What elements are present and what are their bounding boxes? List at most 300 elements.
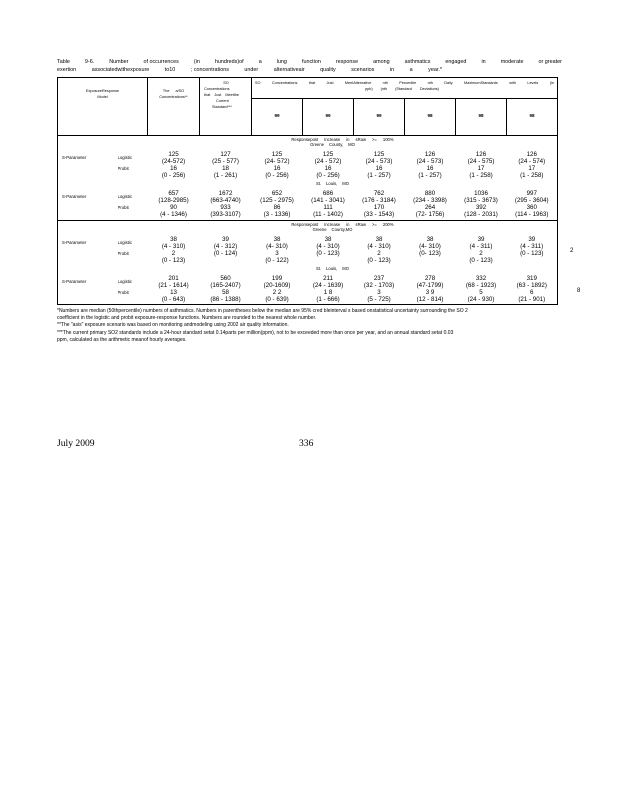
table-caption — [57, 58, 562, 74]
table-cell — [456, 165, 507, 181]
location-row — [58, 266, 558, 273]
header-current-cell — [200, 78, 252, 136]
table-cell — [252, 250, 303, 266]
table-cell — [303, 273, 354, 289]
table-row — [58, 165, 558, 181]
header-text: Current — [216, 99, 229, 103]
table-row — [58, 289, 558, 305]
interval-value: (20-1609) — [263, 281, 291, 289]
location-row — [58, 181, 558, 188]
section-word: Increase — [324, 137, 341, 142]
table-cell — [148, 188, 200, 204]
caption-word: exertion — [57, 67, 77, 73]
section-location-text — [310, 142, 355, 147]
table-cell — [405, 250, 456, 266]
row-model: Probit — [117, 166, 129, 171]
table-cell — [507, 234, 558, 250]
section-word: >= — [371, 137, 377, 142]
interval-value: (4- 310) — [419, 242, 441, 250]
header-text — [255, 86, 439, 92]
table-cell — [200, 149, 252, 165]
table-cell — [507, 273, 558, 289]
footnote-line: coefficient in the logistic and probit exposure-response functions. Numbers are rounded to the nearest whole number. — [57, 315, 317, 321]
table-cell — [252, 188, 303, 204]
header-word: (Standard — [395, 87, 412, 91]
section-word: Louis, — [326, 265, 338, 271]
header-word: SO — [255, 81, 261, 85]
table-cell — [252, 289, 303, 305]
header-word: Concentrations — [271, 81, 298, 85]
caption-word: in — [481, 59, 486, 65]
table-cell — [354, 289, 405, 305]
table-cell — [148, 273, 200, 289]
table-cell — [200, 204, 252, 220]
interval-value: (0 - 256) — [265, 172, 289, 179]
median-value: 5 — [479, 288, 483, 296]
interval-value: (1 - 257) — [418, 172, 442, 179]
median-value: 16 — [375, 165, 383, 172]
section-location-label — [58, 266, 558, 273]
section-word: MO — [348, 142, 355, 147]
table-cell — [507, 188, 558, 204]
section-word: Greene — [310, 142, 325, 147]
header-word: Just — [214, 93, 222, 97]
row-label — [58, 204, 118, 220]
table-cell — [354, 273, 405, 289]
median-value: 686 — [322, 190, 334, 197]
caption-word: associatedwithexposure — [91, 67, 150, 73]
interval-value: (47-1799) — [416, 281, 444, 289]
median-value: 170 — [373, 204, 385, 211]
median-value: 392 — [475, 204, 487, 211]
interval-value: (0 - 123) — [316, 249, 340, 257]
page-number: 336 — [299, 438, 314, 449]
row-label: S-Parameter — [62, 155, 87, 160]
median-value: 211 — [323, 274, 333, 282]
interval-value: (0 - 256) — [161, 172, 186, 179]
interval-value: (3 - 1336) — [263, 211, 291, 218]
interval-value: (24 - 1639) — [312, 281, 344, 289]
header-text: ExposureResponse — [85, 89, 120, 93]
interval-value: (663-4740) — [210, 197, 241, 204]
median-value: 38 — [170, 235, 177, 243]
median-value: 125 — [271, 151, 283, 158]
interval-value: (128 - 2031) — [464, 211, 498, 218]
header-text: Model — [97, 95, 108, 99]
table-cell — [200, 234, 252, 250]
table-cell — [456, 188, 507, 204]
median-value: 38 — [375, 235, 383, 243]
footnote-line: *Numbers are median (50thpercentile) numbers of asthmatics. Numbers in parentheses below the median are 95% cred bleinterval s based onstatistical uncertainty surrounding the SO 2 — [57, 308, 468, 314]
data-table — [57, 77, 558, 305]
median-value: 278 — [424, 274, 436, 282]
caption-word: asthmatics — [404, 59, 431, 65]
interval-value: (4 - 310) — [367, 242, 391, 250]
header-word: with — [509, 81, 516, 85]
interval-value: (0- 123) — [419, 249, 441, 257]
row-label — [58, 165, 118, 181]
median-value: 2 2 — [272, 288, 282, 296]
table-cell — [354, 165, 405, 181]
table-cell — [354, 204, 405, 220]
row-model: Logistic — [117, 239, 133, 245]
median-value: 199 — [271, 274, 283, 282]
caption-word: under — [244, 67, 259, 73]
header-text: SO — [223, 81, 229, 85]
median-value: 1036 — [474, 190, 488, 197]
header-word: Just — [326, 81, 334, 85]
median-value: 17 — [528, 165, 536, 172]
margin-line-number: 2 — [570, 248, 574, 254]
median-value: 2 — [479, 249, 483, 257]
interval-value: (4- 310) — [266, 242, 288, 250]
table-cell — [405, 188, 456, 204]
median-value: 58 — [222, 288, 229, 296]
median-value: 38 — [273, 235, 281, 243]
caption-word: 9-6. — [84, 59, 95, 65]
caption-word: of occurrences — [143, 59, 179, 65]
table-row — [58, 273, 558, 289]
table-cell — [200, 165, 252, 181]
row-model: Probit — [117, 289, 129, 295]
table-cell — [252, 273, 303, 289]
table-cell — [303, 188, 354, 204]
interval-value: (24-572) — [161, 158, 186, 165]
caption-word: or greater — [538, 59, 562, 65]
table-cell — [405, 204, 456, 220]
median-value: 264 — [424, 204, 436, 211]
interval-value: (128-2985) — [158, 197, 189, 204]
table-cell — [303, 234, 354, 250]
section-word: Greene — [312, 226, 327, 232]
header-alt-title — [252, 78, 557, 99]
median-value: 16 — [273, 165, 281, 172]
median-value: 3 — [275, 249, 279, 257]
caption-word: response — [335, 59, 359, 65]
row-label — [58, 250, 118, 266]
interval-value: (72- 1756) — [415, 211, 445, 218]
median-value: 3 9 — [425, 288, 435, 296]
median-value: 360 — [526, 204, 537, 211]
interval-value: (25 - 577) — [212, 158, 239, 165]
median-value: 16 — [324, 165, 332, 172]
median-value: 38 — [426, 235, 434, 243]
header-model-cell — [58, 78, 148, 136]
median-value: 111 — [323, 204, 333, 211]
interval-value: (393-3107) — [210, 211, 241, 218]
table-cell — [507, 165, 558, 181]
median-value: 6 — [530, 288, 534, 296]
median-value: 201 — [168, 274, 179, 282]
table-cell — [148, 250, 200, 266]
caption-word: scenarios — [351, 67, 375, 73]
section-location-label — [58, 142, 558, 149]
footnote-line: **The "asis" exposure scenario was based on monitoring andmodeling using 2002 air quality information. — [57, 322, 289, 328]
header-word: nth — [382, 81, 388, 85]
caption-word: lung — [276, 59, 287, 65]
interval-value: (0 - 123) — [520, 249, 544, 257]
interval-value: (0 - 256) — [316, 172, 340, 179]
section-location-text — [316, 181, 349, 186]
interval-value: (21 - 1614) — [158, 281, 189, 289]
section-word: Responsepost — [291, 137, 319, 142]
section-word: sRaw — [355, 137, 366, 142]
header-word: Deviations) — [419, 87, 439, 91]
table-cell — [148, 234, 200, 250]
median-value: 1 8 — [323, 288, 333, 296]
table-cell — [354, 149, 405, 165]
median-value: 126 — [526, 151, 537, 158]
interval-value: (4 - 310) — [316, 242, 340, 250]
caption-word: hundreds)of — [214, 59, 244, 65]
caption-word: moderate — [500, 59, 524, 65]
interval-value: (5 - 725) — [367, 295, 391, 303]
median-value: 332 — [475, 274, 487, 282]
section-word: in — [346, 137, 350, 142]
header-row — [58, 78, 558, 136]
table-cell — [456, 289, 507, 305]
median-value: 652 — [271, 190, 283, 197]
section-location-label — [58, 227, 558, 234]
header-word: Daily — [444, 81, 453, 85]
section-word: Louis, — [326, 181, 338, 186]
caption-word: quality — [320, 67, 336, 73]
table-cell — [252, 149, 303, 165]
caption-word: in — [389, 67, 395, 73]
median-value: 13 — [170, 288, 177, 296]
header-word: that — [204, 93, 211, 97]
median-value: 17 — [477, 165, 485, 172]
table-row — [58, 149, 558, 165]
row-label: S-Parameter — [62, 194, 87, 199]
header-level: 98 — [405, 99, 456, 135]
row-model: Logistic — [117, 278, 133, 284]
header-word: Percentile — [399, 81, 417, 85]
median-value: 39 — [477, 235, 485, 243]
margin-line-number: 8 — [577, 288, 581, 294]
footnote-line: ppm, calculated as the arithmetic meanof hourly averages. — [57, 337, 187, 343]
caption-line-2 — [57, 66, 442, 74]
caption-word: alternativeair — [273, 67, 305, 73]
interval-value: (32 - 1703) — [363, 281, 395, 289]
table-row — [58, 188, 558, 204]
interval-value: (0 - 123) — [367, 256, 391, 264]
interval-value: (24 - 573) — [416, 158, 444, 165]
header-alternative-cell — [252, 78, 558, 136]
interval-value: (315 - 3673) — [464, 197, 498, 204]
table-cell — [200, 188, 252, 204]
median-value: 39 — [528, 235, 536, 243]
section-word: MO — [342, 265, 350, 271]
interval-value: (0 - 122) — [265, 256, 289, 264]
median-value: 319 — [526, 274, 537, 282]
header-word: Levels — [527, 81, 539, 85]
median-value: 657 — [168, 190, 179, 197]
section-location-label — [58, 181, 558, 188]
section-word: Responsepost — [291, 221, 319, 227]
header-levels — [252, 99, 557, 135]
caption-word: (in — [193, 59, 200, 65]
table-row — [58, 234, 558, 250]
median-value: 1672 — [218, 190, 233, 197]
interval-value: (24 - 930) — [467, 295, 495, 303]
table-cell — [303, 165, 354, 181]
median-value: 2 — [171, 249, 176, 257]
caption-word: ; concentrations — [190, 67, 229, 73]
median-value: 762 — [373, 190, 385, 197]
median-value: 880 — [424, 190, 436, 197]
section-word: MO — [342, 181, 350, 186]
table-row — [58, 250, 558, 266]
median-value: 2 — [377, 249, 381, 257]
table-row — [58, 204, 558, 220]
table-cell — [303, 149, 354, 165]
table-cell — [354, 234, 405, 250]
caption-word: to10 — [164, 67, 176, 73]
median-value: 38 — [324, 235, 332, 243]
caption-word: among — [373, 59, 390, 65]
section-word: Increase — [324, 221, 341, 227]
section-word: 100% — [382, 137, 394, 142]
row-model: Logistic — [117, 194, 133, 199]
interval-value: (234 - 3398) — [413, 197, 447, 204]
median-value: 933 — [220, 204, 231, 211]
table-cell — [252, 234, 303, 250]
interval-value: (295 - 3604) — [514, 197, 549, 204]
table-cell — [303, 250, 354, 266]
row-label: S-Parameter — [62, 239, 87, 245]
interval-value: (125 - 2975) — [260, 197, 294, 204]
median-value: 16 — [426, 165, 434, 172]
median-value: 3 — [377, 288, 381, 296]
interval-value: (0 - 123) — [469, 256, 493, 264]
median-value: 125 — [168, 151, 179, 158]
interval-value: (165-2407) — [210, 281, 241, 289]
header-word: ppb) — [365, 87, 373, 91]
header-word: that — [308, 81, 316, 85]
interval-value: (24 - 575) — [467, 158, 495, 165]
caption-line-1 — [57, 58, 562, 66]
median-value: 16 — [170, 165, 177, 172]
section-word: sRaw — [355, 221, 366, 227]
section-word: County, — [329, 142, 344, 147]
interval-value: (1 - 258) — [520, 172, 544, 179]
header-text: Standard*** — [212, 105, 232, 109]
section-word: in — [346, 221, 350, 227]
interval-value: (0 - 643) — [161, 295, 186, 303]
table-cell — [405, 165, 456, 181]
table-cell — [252, 204, 303, 220]
header-text: Concentrations** — [159, 95, 188, 99]
section-word: St. — [315, 265, 322, 271]
table-cell — [200, 289, 252, 305]
interval-value: (4 - 1346) — [160, 211, 187, 218]
interval-value: (1 - 257) — [367, 172, 391, 179]
section-word: >= — [371, 221, 377, 227]
interval-value: (12 - 814) — [416, 295, 444, 303]
row-model: Probit — [117, 250, 129, 256]
footer-date: July 2009 — [57, 438, 95, 449]
interval-value: (1 - 666) — [316, 295, 340, 303]
table-cell — [200, 273, 252, 289]
median-value: 90 — [170, 204, 177, 211]
header-level: 98 — [529, 113, 535, 118]
interval-value: (86 - 1388) — [210, 295, 241, 303]
median-value: 86 — [273, 204, 281, 211]
row-label: S-Parameter — [62, 278, 87, 284]
median-value: 237 — [373, 274, 385, 282]
median-value: 125 — [322, 151, 334, 158]
interval-value: (141 - 3041) — [311, 197, 345, 204]
median-value: 39 — [222, 235, 229, 243]
header-level: 99 — [303, 99, 354, 135]
median-value: 126 — [424, 151, 436, 158]
caption-word: year.* — [428, 67, 442, 73]
caption-word: engaged — [445, 59, 467, 65]
section-location-text — [313, 227, 353, 232]
header-word: a/SO — [175, 89, 185, 93]
interval-value: (68 - 1923) — [465, 281, 497, 289]
median-value: 997 — [526, 190, 537, 197]
interval-value: (1 - 261) — [213, 172, 238, 179]
interval-value: (24 - 572) — [314, 158, 342, 165]
interval-value: (4 - 310) — [161, 242, 186, 250]
table-cell — [507, 250, 558, 266]
section-word: St. — [315, 181, 322, 186]
caption-word: function — [301, 59, 321, 65]
table-cell — [507, 204, 558, 220]
interval-value: (24- 572) — [264, 158, 290, 165]
table-cell — [456, 273, 507, 289]
table-cell — [200, 250, 252, 266]
header-text: Concentrations — [204, 87, 230, 91]
interval-value: (1 - 258) — [469, 172, 493, 179]
table-cell — [148, 204, 200, 220]
header-level: 98 — [456, 99, 507, 135]
table-cell — [148, 289, 200, 305]
interval-value: (24 - 574) — [518, 158, 546, 165]
header-word: The — [162, 89, 170, 93]
interval-value: (114 - 1963) — [515, 211, 549, 218]
section-word: County,MO — [331, 226, 353, 232]
table-cell — [148, 165, 200, 181]
table-cell — [354, 188, 405, 204]
caption-word: a — [409, 67, 413, 73]
row-model: Probit — [117, 205, 129, 210]
section-word: 200% — [382, 221, 394, 227]
table-cell — [456, 250, 507, 266]
interval-value: (63 - 1892) — [516, 281, 547, 289]
footnotes — [57, 308, 577, 344]
table-cell — [405, 273, 456, 289]
interval-value: (21 - 901) — [518, 295, 546, 303]
median-value: 560 — [220, 274, 231, 282]
interval-value: (0 - 639) — [265, 295, 289, 303]
interval-value: (24 - 573) — [365, 158, 393, 165]
header-word: nth — [427, 81, 433, 85]
header-recent-cell — [148, 78, 200, 136]
median-value: 125 — [373, 151, 385, 158]
header-level: 99 — [252, 99, 303, 135]
interval-value: (176 - 3184) — [362, 197, 396, 204]
table-cell — [148, 149, 200, 165]
table-cell — [354, 250, 405, 266]
header-word: Meetthe — [225, 93, 240, 97]
table-cell — [252, 165, 303, 181]
interval-value: (4 - 311) — [520, 242, 544, 250]
interval-value: (4 - 312) — [213, 242, 238, 250]
table-cell — [456, 234, 507, 250]
